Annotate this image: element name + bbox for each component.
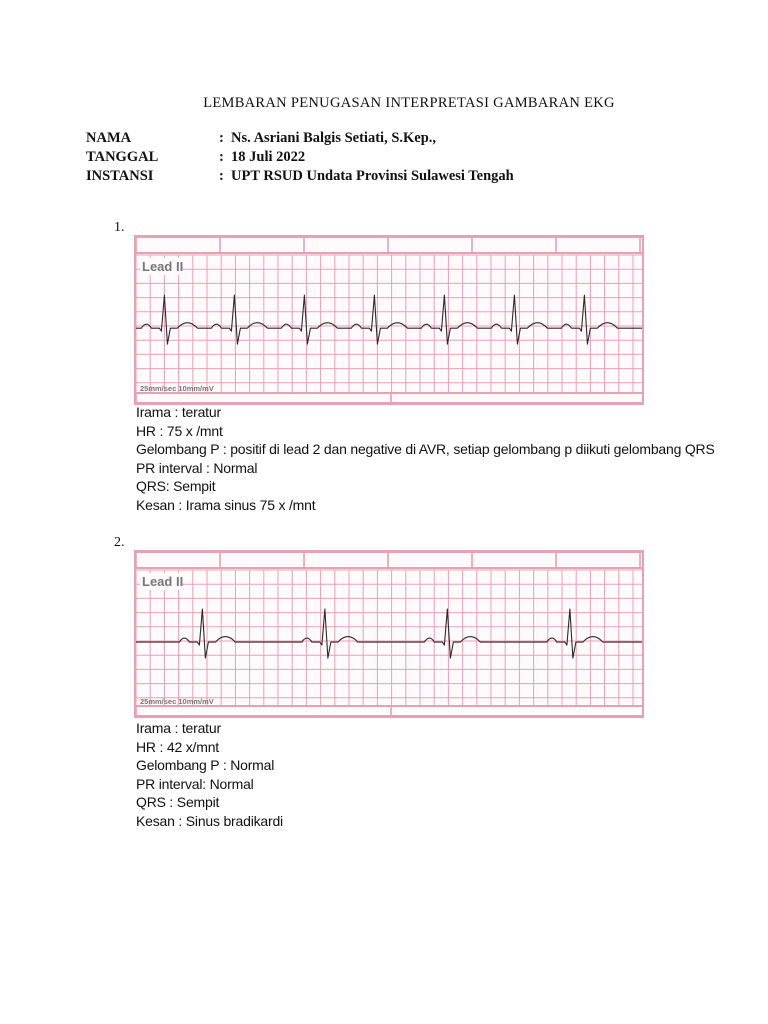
findings (136, 403, 715, 514)
finding-line: QRS : Sempit (136, 794, 220, 810)
findings (136, 719, 283, 830)
ekg-strip (134, 235, 644, 405)
finding-line: HR : 42 x/mnt (136, 738, 219, 755)
finding-line: QRS: Sempit (136, 478, 216, 494)
case-number: 2. (114, 535, 125, 550)
info-label: NAMA (86, 130, 132, 146)
case-number: 1. (114, 220, 125, 235)
finding-line: Kesan : Sinus bradikardi (136, 812, 283, 829)
finding-line: Gelombang P : positif di lead 2 dan negative di AVR, setiap gelombang p diikuti gelombang QRS (136, 441, 715, 457)
ekg-strip-svg (134, 550, 644, 718)
info-label: INSTANSI (86, 168, 154, 184)
info-separator: : (219, 130, 224, 146)
finding-line: Irama : teratur (136, 404, 221, 420)
finding-line: Gelombang P : Normal (136, 757, 275, 773)
info-row-instansi (86, 166, 514, 186)
info-row-nama (86, 128, 436, 148)
lead-label: Lead II (142, 574, 184, 589)
info-label: TANGGAL (86, 149, 159, 165)
finding-line: Irama : teratur (136, 720, 221, 736)
speed-label: 25mm/sec 10mm/mV (140, 384, 214, 393)
strip-background (134, 235, 644, 405)
finding-line: PR interval : Normal (136, 459, 258, 476)
info-row-tanggal (86, 147, 305, 167)
finding-line: HR : 75 x /mnt (136, 422, 223, 439)
info-value: Ns. Asriani Balgis Setiati, S.Kep., (231, 130, 437, 146)
speed-label: 25mm/sec 10mm/mV (140, 697, 214, 706)
info-separator: : (219, 149, 224, 165)
document-title: LEMBARAN PENUGASAN INTERPRETASI GAMBARAN EKG (203, 95, 615, 111)
ekg-strip-svg (134, 235, 644, 405)
ekg-strip (134, 550, 644, 718)
info-separator: : (219, 168, 224, 184)
finding-line: PR interval: Normal (136, 775, 254, 792)
lead-label: Lead II (142, 259, 184, 274)
info-value: UPT RSUD Undata Provinsi Sulawesi Tengah (231, 168, 514, 184)
finding-line: Kesan : Irama sinus 75 x /mnt (136, 496, 316, 513)
info-value: 18 Juli 2022 (231, 149, 306, 165)
